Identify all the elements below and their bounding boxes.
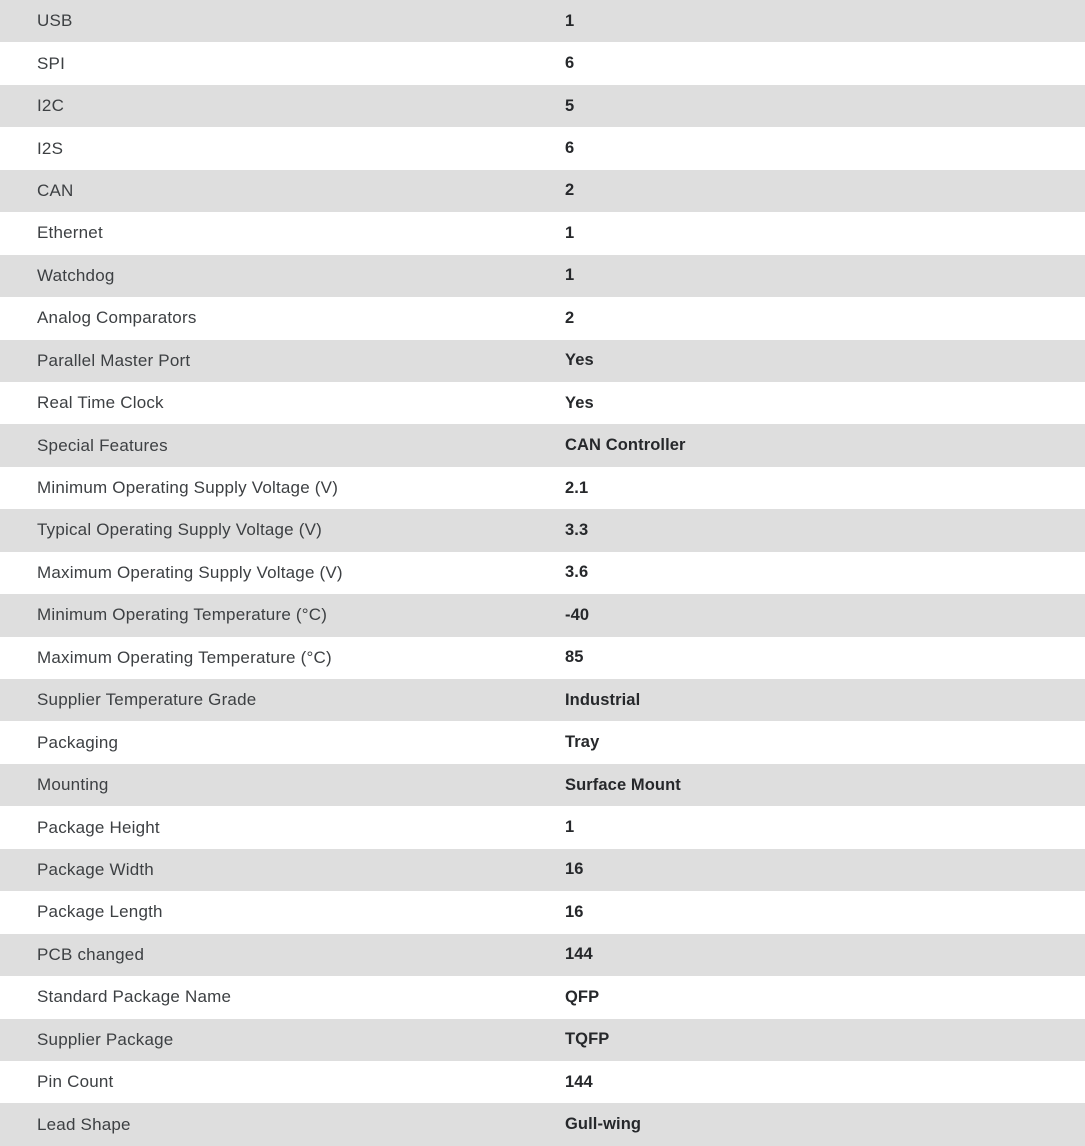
spec-label: Package Height <box>37 817 160 837</box>
spec-label: Ethernet <box>37 223 103 243</box>
spec-value: Surface Mount <box>565 775 681 794</box>
spec-row <box>0 637 1085 679</box>
spec-value: 144 <box>565 1072 593 1091</box>
spec-label: Package Width <box>37 859 154 879</box>
spec-value: -40 <box>565 605 590 624</box>
spec-value: 1 <box>565 223 575 242</box>
spec-label: Typical Operating Supply Voltage (V) <box>37 520 323 540</box>
spec-value: Yes <box>565 351 594 370</box>
spec-label: Minimum Operating Temperature (°C) <box>37 605 328 625</box>
spec-row <box>0 170 1085 212</box>
spec-value: 2 <box>565 181 575 200</box>
spec-row <box>0 42 1085 84</box>
spec-value: 6 <box>565 139 575 158</box>
spec-row <box>0 255 1085 297</box>
spec-row <box>0 297 1085 339</box>
spec-row <box>0 849 1085 891</box>
spec-label: Mounting <box>37 775 109 795</box>
spec-row <box>0 424 1085 466</box>
spec-row <box>0 679 1085 721</box>
spec-label: CAN <box>37 180 74 200</box>
spec-value: 2 <box>565 308 575 327</box>
spec-label: Parallel Master Port <box>37 350 191 370</box>
spec-label: USB <box>37 11 73 31</box>
spec-row <box>0 721 1085 763</box>
spec-value: 1 <box>565 11 575 30</box>
spec-value: 85 <box>565 648 584 667</box>
spec-row <box>0 1103 1085 1145</box>
spec-label: Watchdog <box>37 265 115 285</box>
spec-row <box>0 212 1085 254</box>
spec-label: Real Time Clock <box>37 393 164 413</box>
spec-row <box>0 0 1085 42</box>
spec-label: Standard Package Name <box>37 987 232 1007</box>
spec-row <box>0 340 1085 382</box>
spec-value: 1 <box>565 266 575 285</box>
spec-label: Pin Count <box>37 1072 114 1092</box>
spec-value: 2.1 <box>565 478 589 497</box>
spec-label: Maximum Operating Supply Voltage (V) <box>37 562 343 582</box>
spec-row <box>0 806 1085 848</box>
spec-value: 3.3 <box>565 520 589 539</box>
spec-value: CAN Controller <box>565 436 686 455</box>
spec-row <box>0 976 1085 1018</box>
spec-label: Minimum Operating Supply Voltage (V) <box>37 478 339 498</box>
spec-label: Special Features <box>37 435 168 455</box>
spec-label: SPI <box>37 53 66 73</box>
spec-label: Supplier Package <box>37 1029 174 1049</box>
spec-row <box>0 552 1085 594</box>
spec-label: I2S <box>37 138 64 158</box>
spec-row <box>0 1061 1085 1103</box>
spec-value: 6 <box>565 54 575 73</box>
spec-row <box>0 127 1085 169</box>
spec-label: Package Length <box>37 902 163 922</box>
spec-label: Packaging <box>37 732 119 752</box>
spec-value: 16 <box>565 860 584 879</box>
spec-value: 144 <box>565 945 593 964</box>
spec-label: Supplier Temperature Grade <box>37 690 257 710</box>
spec-row <box>0 85 1085 127</box>
spec-row <box>0 594 1085 636</box>
spec-value: 1 <box>565 818 575 837</box>
spec-row <box>0 509 1085 551</box>
spec-label: Maximum Operating Temperature (°C) <box>37 647 332 667</box>
spec-value: 16 <box>565 902 584 921</box>
spec-value: Tray <box>565 733 600 752</box>
spec-label: Lead Shape <box>37 1114 131 1134</box>
spec-row <box>0 764 1085 806</box>
spec-label: I2C <box>37 96 65 116</box>
spec-value: TQFP <box>565 1030 610 1049</box>
spec-value: Gull-wing <box>565 1115 642 1134</box>
spec-row <box>0 1019 1085 1061</box>
spec-row <box>0 934 1085 976</box>
spec-value: Industrial <box>565 690 641 709</box>
spec-label: Analog Comparators <box>37 308 197 328</box>
spec-value: QFP <box>565 987 600 1006</box>
spec-value: Yes <box>565 393 594 412</box>
spec-value: 3.6 <box>565 563 589 582</box>
spec-row <box>0 467 1085 509</box>
spec-row <box>0 382 1085 424</box>
spec-label: PCB changed <box>37 944 145 964</box>
spec-row <box>0 891 1085 933</box>
spec-value: 5 <box>565 96 575 115</box>
